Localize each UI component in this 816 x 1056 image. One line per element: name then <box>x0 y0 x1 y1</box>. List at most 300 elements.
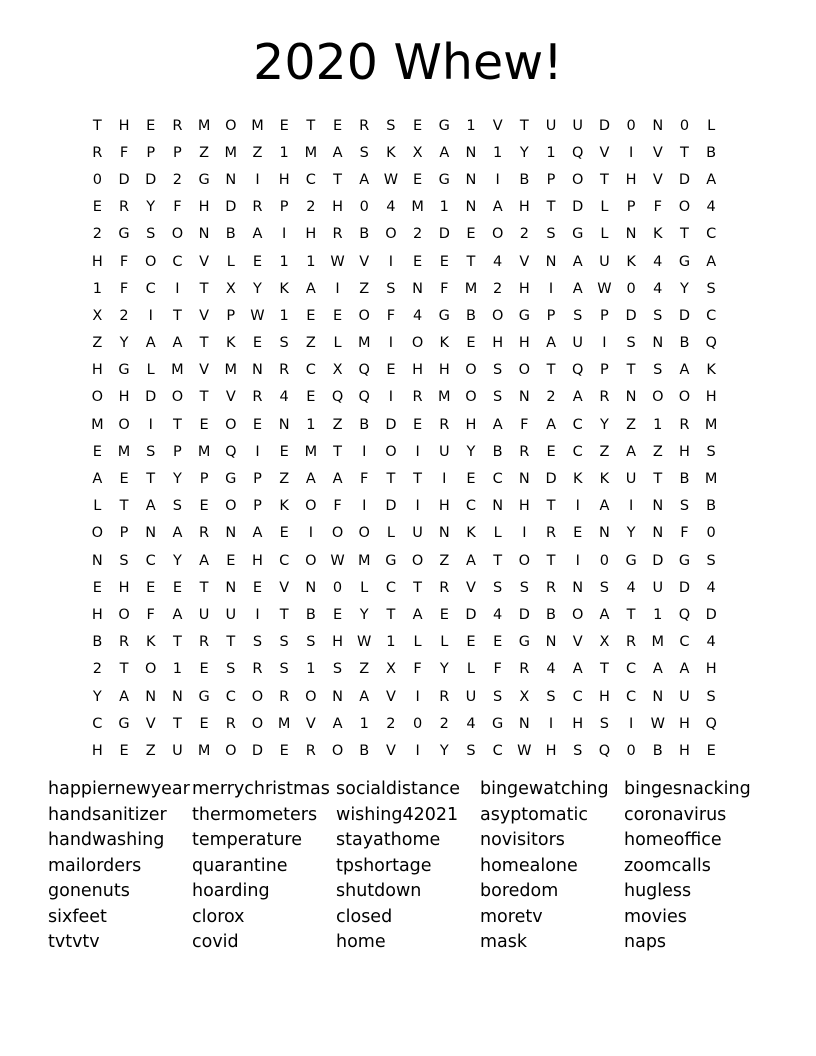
grid-letter: G <box>438 117 450 134</box>
grid-letter: G <box>118 715 130 732</box>
grid-letter: A <box>492 416 503 433</box>
grid-letter: N <box>625 226 637 243</box>
grid-letter: S <box>546 226 556 243</box>
grid-letter: O <box>411 552 424 569</box>
grid-letter: 4 <box>466 715 476 732</box>
grid-letter: H <box>518 335 530 352</box>
grid-letter: N <box>492 498 504 515</box>
grid-letter: E <box>199 661 209 678</box>
grid-letter: T <box>519 117 529 134</box>
grid-letter: N <box>652 498 664 515</box>
grid-letter: A <box>572 280 583 297</box>
grid-letter: P <box>226 307 236 324</box>
grid-letter: B <box>652 742 663 759</box>
grid-letter: X <box>332 362 343 379</box>
grid-letter: 2 <box>306 199 316 216</box>
grid-letter: G <box>198 688 210 705</box>
word-list-item: moretv <box>480 906 543 927</box>
grid-letter: T <box>199 579 209 596</box>
grid-letter: A <box>252 525 263 542</box>
grid-letter: W <box>597 280 612 297</box>
word-list-item: boredom <box>480 881 559 901</box>
grid-letter: 1 <box>172 661 183 678</box>
grid-letter: P <box>600 362 609 379</box>
grid-letter: T <box>199 280 209 297</box>
grid-letter: M <box>304 144 318 161</box>
grid-letter: H <box>278 171 290 188</box>
grid-letter: Y <box>172 552 182 569</box>
grid-letter: H <box>252 552 263 569</box>
grid-letter: C <box>572 416 583 433</box>
grid-letter: K <box>653 226 663 243</box>
grid-letter: S <box>546 688 556 705</box>
grid-letter: S <box>386 117 396 134</box>
grid-letter: C <box>279 552 290 569</box>
grid-letter: V <box>385 688 396 705</box>
grid-letter: H <box>705 389 717 406</box>
grid-row <box>84 139 744 166</box>
word-list-item: covid <box>192 932 239 952</box>
grid-letter: B <box>359 416 370 433</box>
grid-letter: U <box>465 688 477 705</box>
word-list-item: shutdown <box>336 881 422 901</box>
grid-letter: R <box>225 715 236 732</box>
grid-letter: E <box>92 579 102 596</box>
grid-letter: G <box>438 307 450 324</box>
grid-letter: U <box>438 443 450 460</box>
grid-letter: S <box>172 498 183 515</box>
grid-letter: N <box>225 171 237 188</box>
grid-letter: A <box>359 171 370 188</box>
grid-letter: S <box>466 742 476 759</box>
grid-letter: 2 <box>546 389 556 406</box>
grid-letter: A <box>492 199 503 216</box>
grid-letter: H <box>518 199 530 216</box>
grid-letter: U <box>412 525 423 542</box>
grid-row <box>84 465 744 492</box>
grid-letter: N <box>412 280 424 297</box>
grid-letter: R <box>92 144 103 161</box>
grid-letter: I <box>388 253 394 270</box>
grid-letter: O <box>385 443 397 460</box>
grid-letter: Z <box>92 335 103 352</box>
grid-letter: X <box>519 688 530 705</box>
grid-letter: 0 <box>706 525 716 542</box>
grid-letter: D <box>545 471 557 488</box>
grid-letter: H <box>118 117 130 134</box>
grid-row <box>84 221 744 248</box>
grid-letter: T <box>413 471 423 488</box>
grid-letter: C <box>626 661 637 678</box>
grid-letter: H <box>118 389 130 406</box>
grid-letter: H <box>91 742 103 759</box>
grid-letter: 4 <box>546 661 556 678</box>
grid-letter: W <box>330 552 345 569</box>
grid-letter: 1 <box>546 144 556 161</box>
grid-letter: N <box>518 715 530 732</box>
grid-letter: B <box>679 471 690 488</box>
grid-letter: M <box>171 362 184 379</box>
grid-letter: S <box>599 579 610 596</box>
grid-letter: G <box>572 226 584 243</box>
grid-letter: Y <box>599 416 609 433</box>
grid-letter: F <box>653 199 662 216</box>
grid-letter: H <box>598 688 610 705</box>
grid-letter: D <box>518 606 530 623</box>
grid-letter: 1 <box>386 634 396 651</box>
grid-letter: G <box>678 253 691 270</box>
grid-letter: N <box>465 199 477 216</box>
grid-letter: T <box>226 634 236 651</box>
word-list-item: bingesnacking <box>624 779 751 799</box>
grid-letter: S <box>706 280 716 297</box>
grid-letter: A <box>172 335 183 352</box>
grid-letter: B <box>465 307 476 324</box>
grid-letter: U <box>625 471 637 488</box>
grid-letter: O <box>465 362 477 379</box>
grid-letter: U <box>545 117 557 134</box>
grid-letter: 4 <box>653 280 663 297</box>
grid-letter: 2 <box>519 226 529 243</box>
grid-letter: C <box>225 688 236 705</box>
grid-letter: R <box>118 634 130 651</box>
grid-letter: D <box>652 552 664 569</box>
grid-letter: O <box>358 307 370 324</box>
grid-letter: F <box>440 280 449 297</box>
grid-letter: Y <box>519 144 529 161</box>
grid-letter: F <box>520 416 529 433</box>
grid-letter: V <box>652 144 663 161</box>
grid-letter: M <box>224 144 238 161</box>
grid-letter: S <box>679 498 690 515</box>
grid-letter: L <box>93 498 102 515</box>
grid-letter: V <box>305 715 316 732</box>
grid-letter: U <box>679 688 690 705</box>
grid-letter: 4 <box>412 307 423 324</box>
grid-letter: A <box>439 144 450 161</box>
grid-letter: H <box>679 715 690 732</box>
grid-letter: G <box>518 634 530 651</box>
grid-letter: U <box>652 579 664 596</box>
grid-letter: 4 <box>493 253 503 270</box>
grid-letter: R <box>626 634 637 651</box>
word-list-item: gonenuts <box>48 881 130 901</box>
grid-letter: O <box>225 117 237 134</box>
grid-letter: N <box>518 471 530 488</box>
grid-letter: G <box>198 171 210 188</box>
grid-letter: 1 <box>359 715 369 732</box>
grid-letter: C <box>679 634 690 651</box>
grid-letter: Y <box>359 606 369 623</box>
grid-letter: T <box>493 552 503 569</box>
grid-letter: B <box>706 144 717 161</box>
grid-letter: F <box>386 307 396 324</box>
grid-letter: A <box>572 661 583 678</box>
word-list-item: mailorders <box>48 855 142 876</box>
grid-letter: W <box>383 171 399 188</box>
grid-letter: 1 <box>92 280 102 297</box>
grid-letter: H <box>438 498 450 515</box>
grid-letter: L <box>146 362 155 379</box>
grid-letter: 4 <box>706 199 716 216</box>
grid-letter: A <box>546 416 556 433</box>
grid-letter: 1 <box>306 253 316 270</box>
grid-letter: S <box>306 634 316 651</box>
grid-letter: 2 <box>439 715 449 732</box>
grid-letter: Y <box>172 471 182 488</box>
grid-letter: S <box>493 688 503 705</box>
grid-letter: E <box>279 443 289 460</box>
grid-letter: I <box>628 144 634 161</box>
grid-letter: 2 <box>412 226 423 243</box>
word-list-item: happiernewyear <box>48 779 190 799</box>
word-list-item: hugless <box>624 881 692 901</box>
grid-letter: P <box>199 471 209 488</box>
grid-letter: I <box>628 498 634 515</box>
grid-letter: T <box>92 117 102 134</box>
grid-letter: C <box>465 498 477 515</box>
grid-letter: Q <box>705 715 717 732</box>
grid-letter: N <box>225 579 237 596</box>
grid-letter: H <box>625 171 637 188</box>
grid-letter: 4 <box>706 634 716 651</box>
grid-letter: L <box>707 117 716 134</box>
grid-letter: Q <box>225 443 237 460</box>
grid-letter: 1 <box>306 416 316 433</box>
grid-letter: A <box>706 171 717 188</box>
grid-letter: H <box>198 199 210 216</box>
grid-letter: N <box>145 525 157 542</box>
grid-letter: R <box>199 634 210 651</box>
grid-letter: S <box>386 280 396 297</box>
grid-letter: E <box>332 606 343 623</box>
grid-letter: F <box>119 144 129 161</box>
grid-letter: S <box>146 443 156 460</box>
grid-letter: X <box>92 307 103 324</box>
grid-row <box>84 275 744 302</box>
grid-letter: T <box>146 471 156 488</box>
grid-letter: F <box>119 253 129 270</box>
grid-letter: V <box>466 579 476 596</box>
grid-letter: H <box>332 199 343 216</box>
grid-letter: Z <box>359 280 370 297</box>
grid-letter: R <box>439 416 450 433</box>
grid-letter: R <box>305 742 316 759</box>
grid-letter: E <box>172 579 182 596</box>
grid-letter: A <box>199 552 210 569</box>
grid-letter: S <box>706 688 716 705</box>
grid-letter: H <box>518 280 530 297</box>
grid-letter: O <box>518 362 531 379</box>
grid-letter: X <box>599 634 610 651</box>
grid-letter: K <box>466 525 476 542</box>
grid-letter: U <box>198 606 210 623</box>
word-list-item: socialdistance <box>336 779 461 799</box>
grid-letter: G <box>678 552 691 569</box>
grid-letter: M <box>197 742 211 759</box>
grid-letter: T <box>626 606 636 623</box>
grid-letter: R <box>439 579 450 596</box>
grid-letter: A <box>546 335 556 352</box>
word-list-item: mask <box>480 932 528 952</box>
grid-letter: Q <box>331 389 344 406</box>
grid-letter: M <box>197 117 211 134</box>
grid-letter: S <box>493 579 503 596</box>
grid-letter: E <box>279 742 289 759</box>
grid-letter: R <box>279 362 290 379</box>
grid-letter: H <box>572 715 584 732</box>
grid-letter: P <box>546 307 556 324</box>
word-list-item: wishing42021 <box>336 804 459 825</box>
grid-row <box>84 520 744 547</box>
grid-letter: D <box>678 307 691 324</box>
grid-letter: M <box>224 362 238 379</box>
grid-letter: E <box>146 117 156 134</box>
grid-letter: C <box>572 688 583 705</box>
grid-letter: W <box>250 307 265 324</box>
grid-letter: E <box>466 226 476 243</box>
grid-letter: Z <box>652 443 663 460</box>
grid-letter: O <box>411 335 424 352</box>
grid-letter: S <box>146 226 156 243</box>
grid-letter: R <box>118 199 130 216</box>
grid-letter: P <box>119 525 129 542</box>
grid-letter: G <box>118 362 130 379</box>
grid-letter: D <box>385 416 397 433</box>
grid-letter: 0 <box>679 117 690 134</box>
grid-letter: I <box>255 443 260 460</box>
grid-letter: S <box>573 742 583 759</box>
grid-letter: 0 <box>92 171 102 188</box>
grid-letter: S <box>226 661 236 678</box>
grid-letter: N <box>145 688 157 705</box>
grid-letter: T <box>546 498 556 515</box>
grid-letter: O <box>331 525 344 542</box>
grid-letter: C <box>172 253 183 270</box>
grid-letter: Y <box>680 280 689 297</box>
grid-letter: N <box>545 253 557 270</box>
grid-row <box>84 574 744 601</box>
grid-letter: D <box>705 606 717 623</box>
word-list-item: tpshortage <box>336 855 432 876</box>
grid-letter: I <box>388 335 394 352</box>
grid-letter: B <box>359 742 370 759</box>
grid-letter: F <box>173 199 182 216</box>
grid-letter: E <box>573 525 583 542</box>
grid-letter: N <box>305 579 317 596</box>
grid-letter: E <box>306 389 316 406</box>
grid-letter: Q <box>358 389 370 406</box>
grid-letter: T <box>172 634 182 651</box>
grid-letter: K <box>572 471 583 488</box>
grid-letter: Y <box>439 661 449 678</box>
grid-letter: D <box>678 579 691 596</box>
grid-letter: E <box>306 307 316 324</box>
grid-letter: Y <box>466 443 476 460</box>
grid-letter: O <box>225 498 237 515</box>
grid-letter: U <box>572 117 584 134</box>
grid-letter: O <box>118 606 130 623</box>
grid-letter: E <box>439 253 449 270</box>
grid-letter: S <box>706 552 716 569</box>
grid-row <box>84 683 744 710</box>
grid-letter: O <box>678 199 691 216</box>
grid-letter: R <box>252 199 263 216</box>
grid-letter: C <box>385 579 396 596</box>
grid-letter: M <box>704 416 718 433</box>
grid-letter: O <box>678 389 691 406</box>
grid-letter: Y <box>119 335 129 352</box>
grid-letter: S <box>252 634 263 651</box>
grid-letter: M <box>357 335 371 352</box>
grid-letter: A <box>599 498 610 515</box>
grid-letter: A <box>172 525 183 542</box>
grid-letter: I <box>308 525 313 542</box>
grid-letter: H <box>305 226 317 243</box>
grid-letter: I <box>628 715 634 732</box>
grid-letter: C <box>145 552 156 569</box>
grid-row <box>84 493 744 520</box>
grid-letter: P <box>173 443 182 460</box>
grid-letter: T <box>599 661 609 678</box>
grid-letter: D <box>625 307 637 324</box>
grid-letter: O <box>145 661 157 678</box>
grid-letter: I <box>148 307 153 324</box>
grid-letter: X <box>412 144 423 161</box>
grid-letter: A <box>412 606 423 623</box>
grid-letter: R <box>439 688 450 705</box>
grid-letter: G <box>385 552 397 569</box>
grid-letter: L <box>413 634 422 651</box>
grid-letter: N <box>652 117 664 134</box>
grid-letter: U <box>572 335 584 352</box>
grid-letter: R <box>545 525 557 542</box>
grid-letter: 2 <box>493 280 503 297</box>
grid-letter: O <box>652 389 664 406</box>
grid-letter: G <box>438 171 450 188</box>
grid-letter: E <box>332 307 343 324</box>
grid-letter: U <box>225 606 237 623</box>
grid-letter: I <box>148 416 153 433</box>
word-list-item: asyptomatic <box>480 804 588 825</box>
grid-letter: I <box>548 715 554 732</box>
grid-letter: 2 <box>92 661 102 678</box>
grid-letter: R <box>172 117 183 134</box>
grid-letter: 0 <box>599 552 610 569</box>
grid-letter: Z <box>626 416 637 433</box>
grid-letter: Z <box>599 443 610 460</box>
grid-letter: Z <box>279 471 290 488</box>
grid-letter: 1 <box>466 117 476 134</box>
grid-row <box>84 357 744 384</box>
grid-letter: H <box>412 362 424 379</box>
grid-letter: E <box>439 606 449 623</box>
grid-row <box>84 330 744 357</box>
grid-letter: I <box>388 389 394 406</box>
grid-letter: R <box>279 688 290 705</box>
grid-letter: T <box>199 335 209 352</box>
grid-letter: H <box>91 253 103 270</box>
grid-letter: Q <box>678 606 691 623</box>
grid-row <box>84 166 744 193</box>
grid-letter: Q <box>705 335 717 352</box>
grid-row <box>84 112 744 139</box>
grid-letter: O <box>572 171 584 188</box>
grid-letter: I <box>175 280 180 297</box>
grid-letter: S <box>119 552 129 569</box>
grid-letter: H <box>492 335 504 352</box>
grid-letter: 2 <box>172 171 183 188</box>
